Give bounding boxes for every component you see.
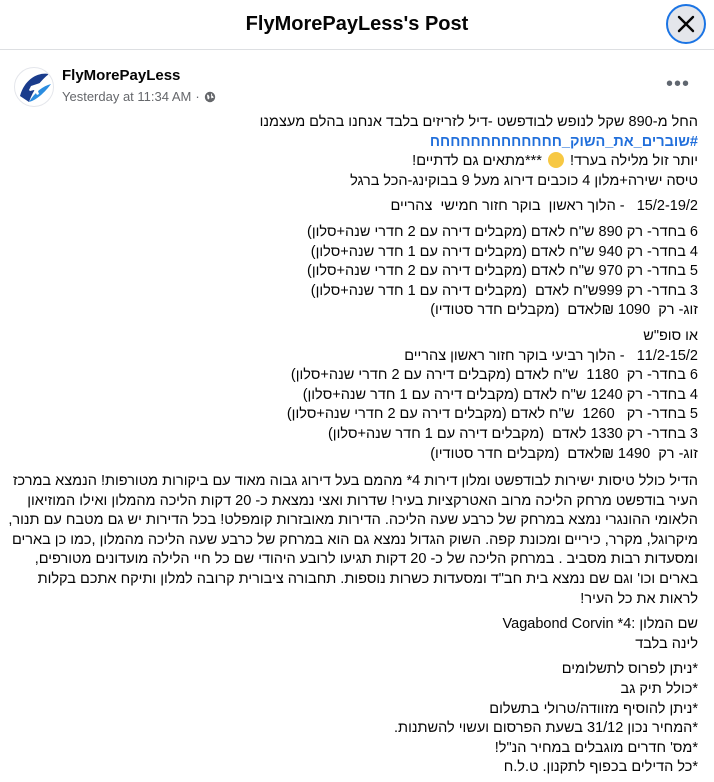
- note-line: *כולל תיק גב: [620, 681, 698, 698]
- intro-text: החל מ-890 שקל לנופש לבודפשט -דיל לזריזים בלבד אנחנו בהלם מעצמנו: [259, 114, 698, 130]
- more-options-button[interactable]: •••: [665, 73, 690, 95]
- post-body: [8, 113, 698, 778]
- post-author[interactable]: FlyMorePayLess: [62, 67, 181, 84]
- post: [0, 51, 714, 782]
- modal-header: [0, 0, 714, 50]
- hotel-line: [8, 615, 698, 635]
- price-line: זוג- רק 1090 ₪לאדם (מקבלים חדר סטודיו): [430, 302, 698, 319]
- hotel-label: שם המלון :4*: [613, 616, 698, 633]
- post-meta: [62, 89, 216, 104]
- price-line: זוג- רק 1490 ₪לאדם (מקבלים חדר סטודיו): [430, 445, 698, 462]
- price-line: 6 בחדר- רק 890 ש"ח לאדם (מקבלים דירה עם 2 חדרי שנה+סלון): [306, 223, 698, 240]
- price-line: 4 בחדר- רק 940 ש"ח לאדם (מקבלים דירה עם 1 חדר שנה+סלון): [310, 243, 698, 260]
- price-line: 3 בחדר- רק 1330 לאדם (מקבלים דירה עם 1 חדר שנה+סלון): [327, 425, 698, 442]
- globe-icon: [204, 91, 216, 103]
- shocked-face-emoji-icon: [548, 152, 564, 168]
- airplane-logo-icon: [15, 68, 54, 107]
- note-line: *המחיר נכון 31/12 בשעת הפרסום ועשוי להשתנות.: [394, 720, 698, 737]
- note-line: *כל הדילים בכפוף לתקנון. ט.ל.ח: [503, 759, 698, 776]
- intro-line-3: טיסה ישירה+מלון 4 כוכבים דירוג מעל 9 בבוקינג-הכל ברגל: [350, 172, 698, 189]
- lodging-only: לינה בלבד: [635, 635, 698, 652]
- intro-line-2-text: יותר זול מלילה בערד!: [565, 153, 698, 170]
- intro-line-1: [8, 113, 698, 152]
- note-line: *מס' חדרים מוגבלים במחיר הנ"ל!: [494, 739, 698, 756]
- close-icon: [677, 15, 695, 33]
- close-button[interactable]: [666, 4, 706, 44]
- note-line: *ניתן לפרוס לתשלומים: [561, 661, 698, 678]
- hotel-name: Vagabond Corvin: [502, 616, 614, 633]
- avatar[interactable]: [14, 67, 54, 107]
- intro-line-2-tail: ***מתאים גם לדתיים!: [412, 153, 546, 170]
- dates-header-1: 15/2-19/2 - הלוך ראשון בוקר חזור חמישי צהריים: [390, 198, 698, 215]
- price-line: 5 בחדר- רק 1260 ש"ח לאדם (מקבלים דירה עם 2 חדרי שנה+סלון): [286, 406, 698, 423]
- post-timestamp[interactable]: Yesterday at 11:34 AM: [62, 89, 192, 104]
- price-line: 6 בחדר- רק 1180 ש"ח לאדם (מקבלים דירה עם 2 חדרי שנה+סלון): [290, 367, 698, 384]
- or-weekend: או סופ"ש: [643, 327, 698, 344]
- price-line: 3 בחדר- רק 999ש"ח לאדם (מקבלים דירה עם 1 חדר שנה+סלון): [310, 282, 698, 299]
- meta-separator: ·: [195, 89, 200, 104]
- price-line: 5 בחדר- רק 970 ש"ח לאדם (מקבלים דירה עם 2 חדרי שנה+סלון): [306, 263, 698, 280]
- price-line: 4 בחדר- רק 1240 ש"ח לאדם (מקבלים דירה עם 1 חדר שנה+סלון): [302, 386, 698, 403]
- modal-title: FlyMorePayLess's Post: [245, 13, 469, 35]
- intro-line-2: [8, 152, 698, 172]
- description-paragraph: הדיל כולל טיסות ישירות לבודפשט ומלון דירות 4* מהמם בעל דירוג גבוה מאוד עם ביקורות מטורפות! הנמצא במרכז העיר בודפשט מרחק הליכה מרוב האטרקציות בעיר! שדרות ואצי נמצאת כ- 20 דקות הליכה מהמלון ואילו המוזיאון הלאומי ההונגרי נמצא במרחק של כרבע שעה הליכה. הדירות מאובזרות קומפלט! בכל הדירות יש גם מטבח עם תנור, מיקרוגל, מקרר, כיריים ומכונת קפה. השוק הגדול נמצא גם הוא במרחק של כרבע שעה הליכה מהמלון ,כמו כן בארים ומסעדות רבות מסביב . במרחק הליכה של כ- 20 דקות תגיעו לרובע היהודי שם כל חיי הלילה מועדונים מטורפים, בארים וכו' וגם שם נמצא בית חב"ד ומסעדות כשרות נוספות. תחבורה ציבורית קרובה למלון ותיקח אתכם בקלות לראות את כל העיר!: [8, 473, 698, 607]
- dates-header-2: 11/2-15/2 - הלוך רביעי בוקר חזור ראשון צהריים: [404, 347, 698, 364]
- note-line: *ניתן להוסיף מזוודה/טרולי בתשלום: [489, 700, 698, 717]
- hashtag-link[interactable]: #שוברים_את_השוק_חחחחחחחחחחחחח: [429, 133, 698, 150]
